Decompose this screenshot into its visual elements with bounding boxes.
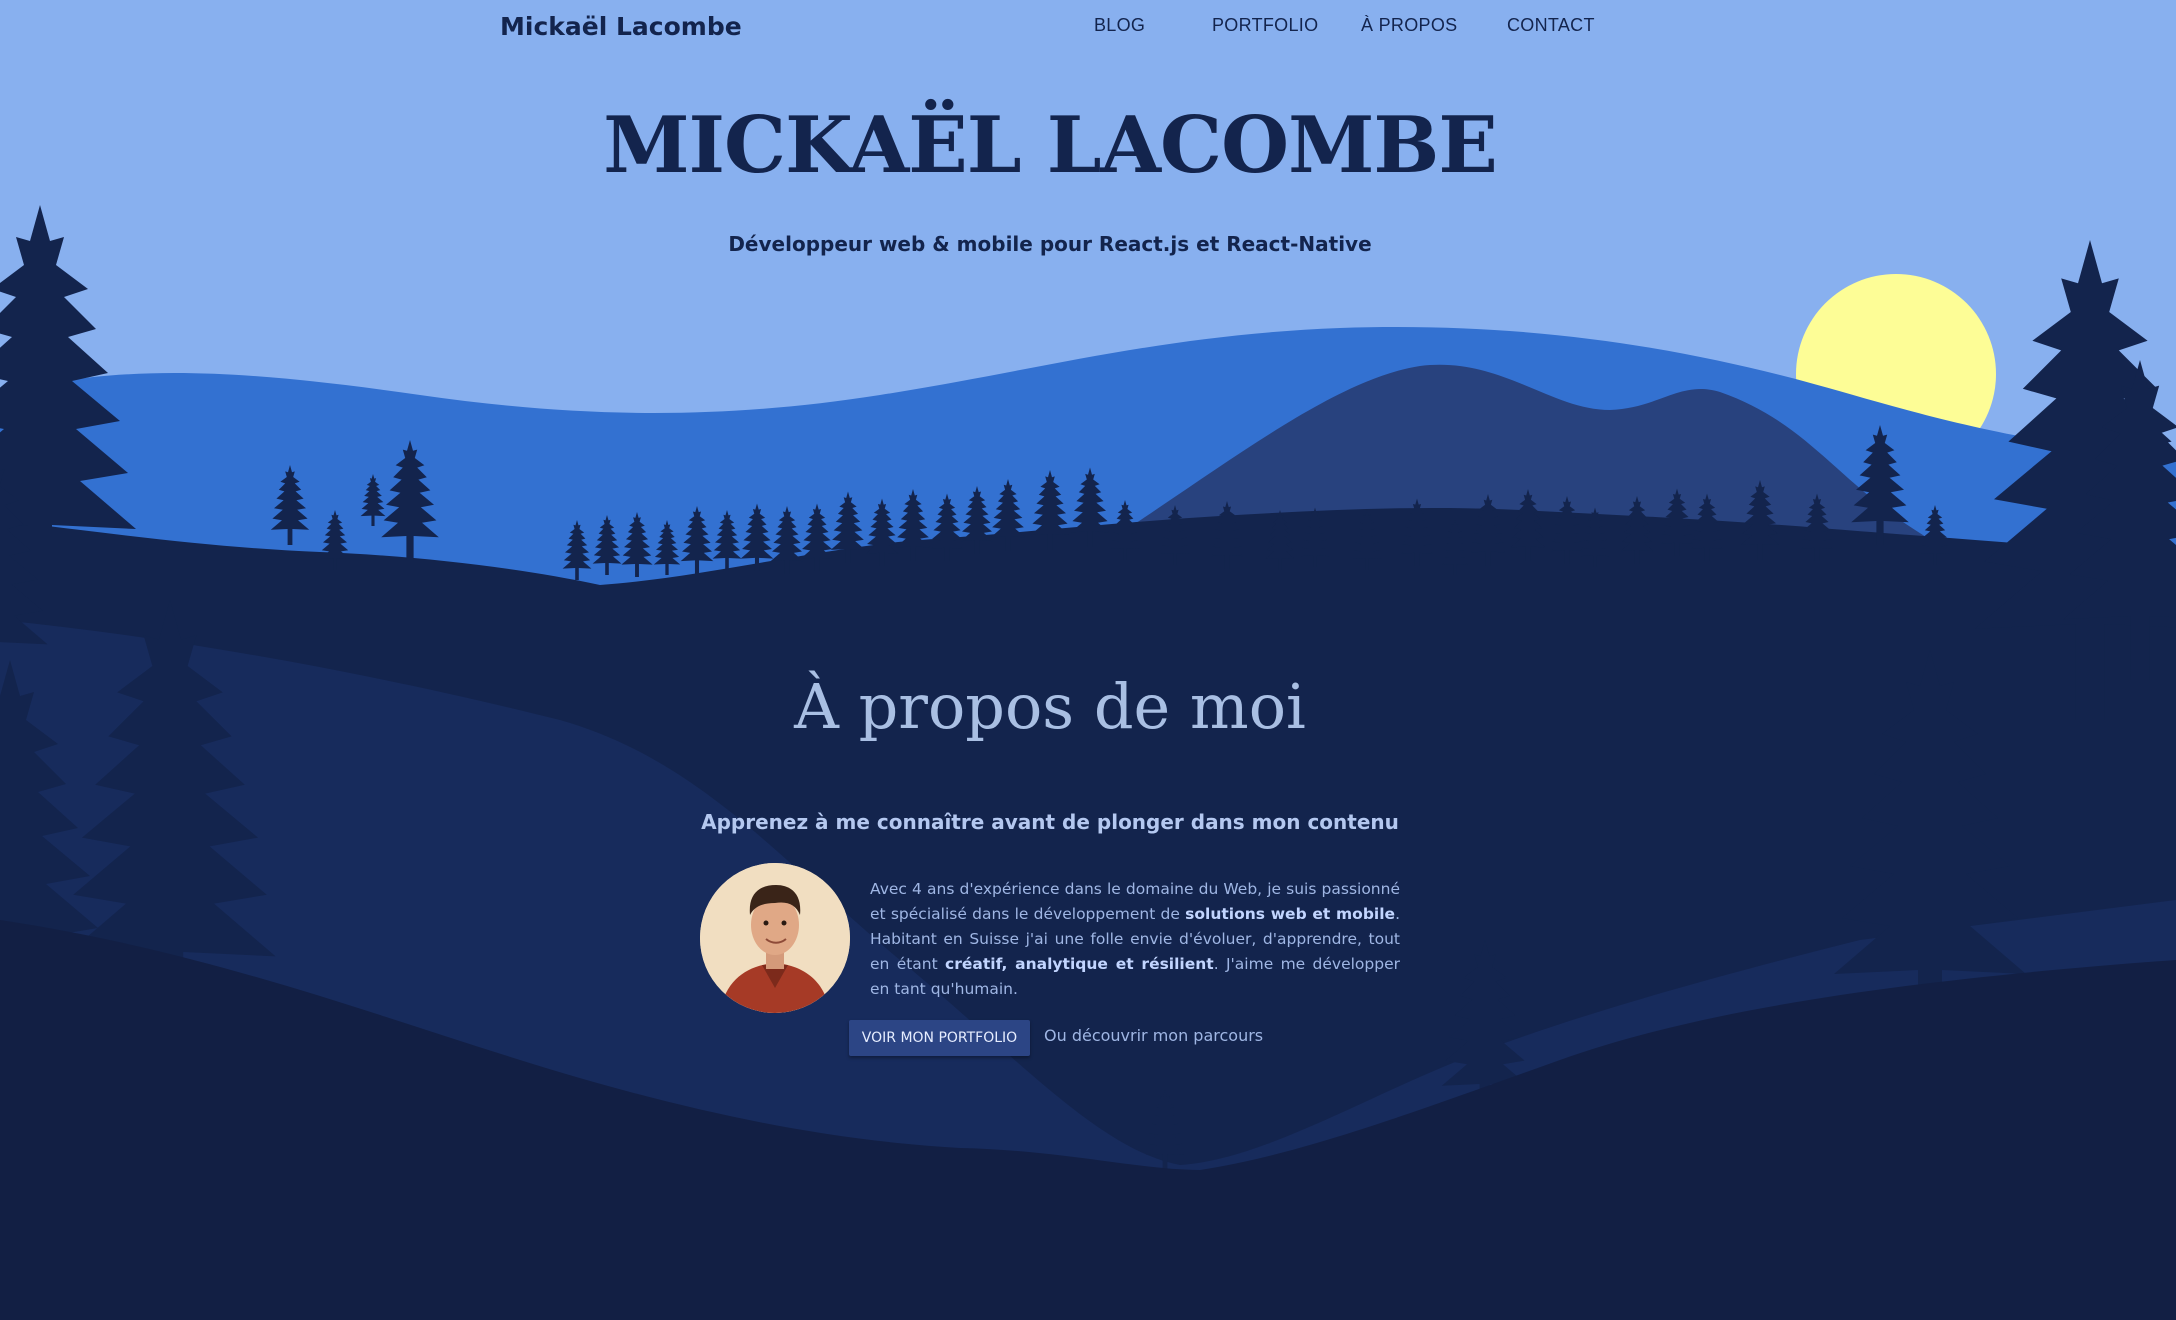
bio-highlight-skills: solutions web et mobile: [1185, 905, 1396, 923]
bio-text: Avec 4 ans d'expérience dans le domaine du Web, je suis passionné et spécialisé dans le développement de solutions web et mobile. Habitant en Suisse j'ai une folle envie d'évoluer, d'apprendre, tout en étant créatif, analytique et résilient. J'aime me développer en tant qu'humain.: [870, 880, 1400, 998]
hero-subtitle: Développeur web & mobile pour React.js et React-Native: [728, 232, 1372, 256]
avatar-portrait-icon: [700, 863, 850, 1013]
parcours-link[interactable]: Ou découvrir mon parcours: [1044, 1026, 1264, 1045]
portfolio-button[interactable]: VOIR MON PORTFOLIO: [849, 1020, 1030, 1056]
nav-portfolio[interactable]: PORTFOLIO: [1212, 15, 1319, 35]
nav-a-propos[interactable]: À PROPOS: [1361, 15, 1458, 35]
nav-blog[interactable]: BLOG: [1094, 15, 1146, 35]
bio-highlight-qualities: créatif, analytique et résilient: [945, 955, 1214, 973]
about-title: À propos de moi: [794, 670, 1306, 743]
hero-title: MICKAËL LACOMBE: [603, 100, 1497, 191]
avatar: [700, 863, 850, 1013]
nav-contact[interactable]: CONTACT: [1507, 15, 1595, 35]
brand-logo[interactable]: Mickaël Lacombe: [500, 12, 742, 41]
about-subtitle: Apprenez à me connaître avant de plonger dans mon contenu: [701, 810, 1399, 834]
